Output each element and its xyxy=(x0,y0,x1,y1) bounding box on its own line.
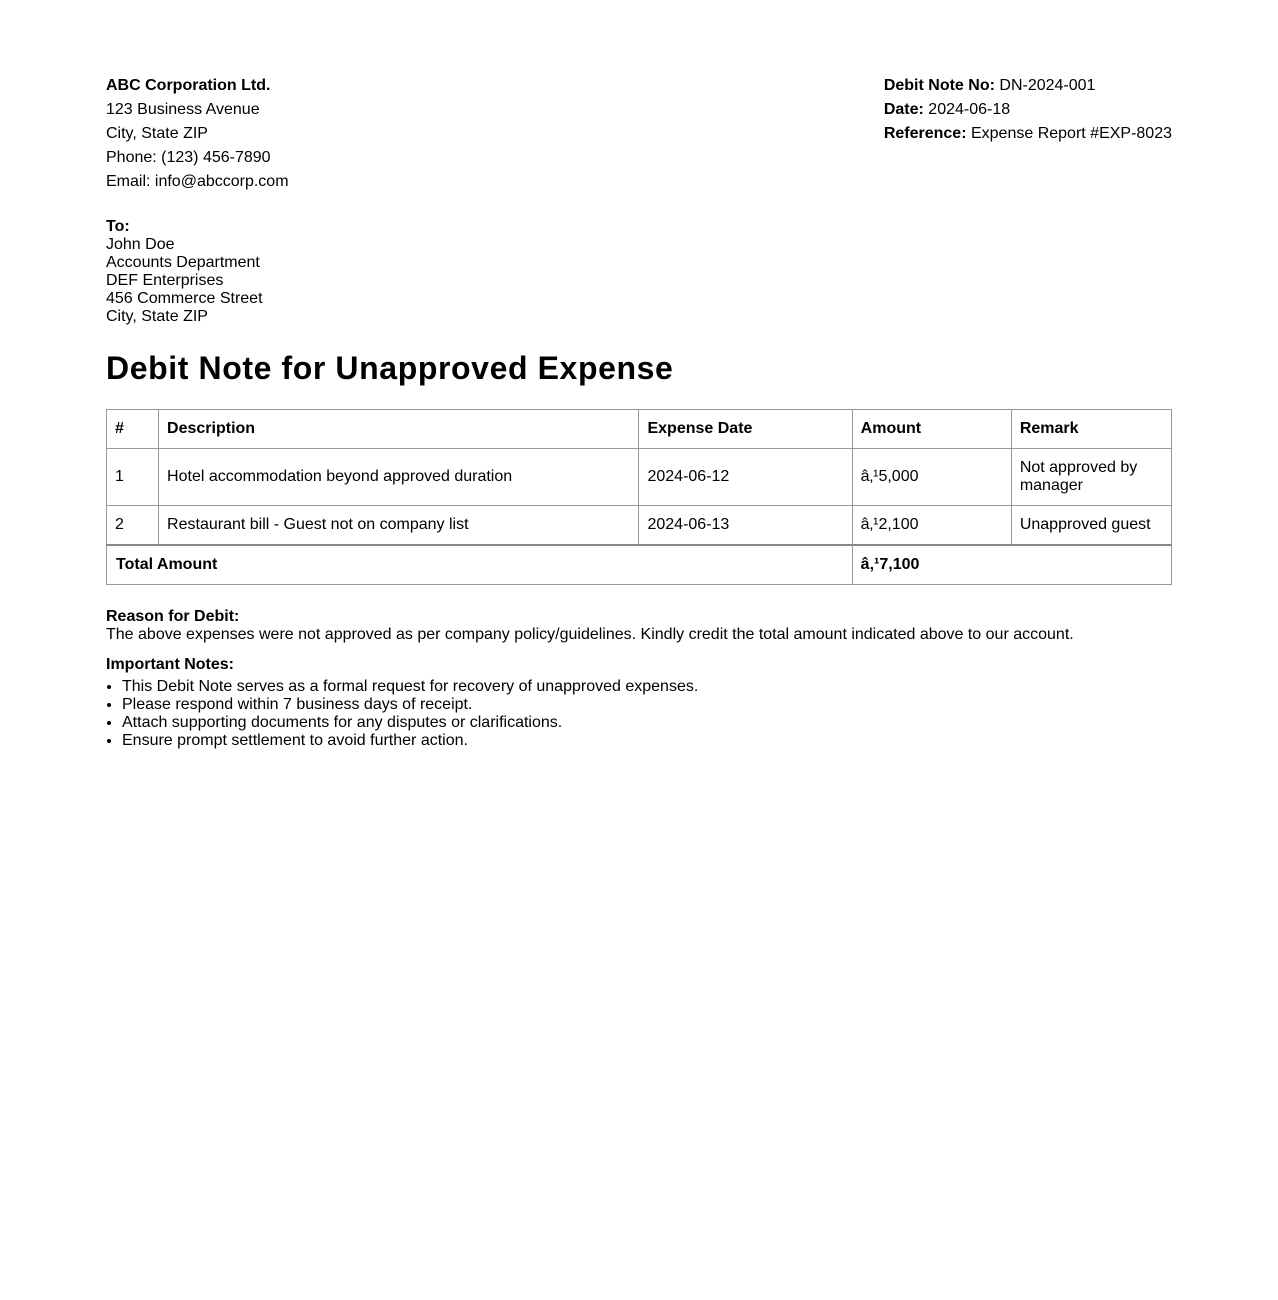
reason-label: Reason for Debit: xyxy=(106,608,240,625)
reason-section xyxy=(106,608,1172,644)
recipient-label: To: xyxy=(106,218,130,235)
company-phone: Phone: (123) 456-7890 xyxy=(106,149,271,166)
recipient-department: Accounts Department xyxy=(106,254,260,271)
table-row xyxy=(107,449,1172,506)
debit-note-meta xyxy=(884,74,1172,146)
debit-note-reference-label: Reference: xyxy=(883,125,967,142)
header-expense-date: Expense Date xyxy=(639,410,852,449)
debit-note-number-label: Debit Note No: xyxy=(883,77,995,94)
notes-section xyxy=(106,656,1172,750)
row-number: 1 xyxy=(107,449,159,506)
row-amount: â‚¹2,100 xyxy=(852,506,1011,546)
row-expense-date: 2024-06-13 xyxy=(639,506,852,546)
notes-label: Important Notes: xyxy=(106,656,234,673)
table-row xyxy=(107,506,1172,546)
company-name: ABC Corporation Ltd. xyxy=(106,77,271,94)
expense-table xyxy=(106,409,1172,585)
header-remark: Remark xyxy=(1011,410,1171,449)
recipient-city: City, State ZIP xyxy=(106,308,208,325)
debit-note-date-value: 2024-06-18 xyxy=(928,101,1011,118)
debit-note-date xyxy=(884,98,1172,122)
document-header xyxy=(106,74,1172,194)
company-info xyxy=(106,74,289,194)
total-amount-value: â‚¹7,100 xyxy=(852,545,1171,585)
company-address-line2: City, State ZIP xyxy=(106,125,208,142)
debit-note-date-label: Date: xyxy=(883,101,924,118)
header-amount: Amount xyxy=(852,410,1011,449)
table-header-row xyxy=(107,410,1172,449)
recipient-block xyxy=(106,218,1172,326)
list-item: • Please respond within 7 business days of receipt. xyxy=(122,696,1172,714)
company-address-line1: 123 Business Avenue xyxy=(106,101,260,118)
header-number: # xyxy=(107,410,159,449)
row-expense-date: 2024-06-12 xyxy=(639,449,852,506)
row-description: Restaurant bill - Guest not on company list xyxy=(159,506,639,546)
list-item: • Attach supporting documents for any disputes or clarifications. xyxy=(122,714,1172,732)
row-remark: Not approved by manager xyxy=(1011,449,1171,506)
notes-list xyxy=(106,678,1172,750)
debit-note-reference xyxy=(884,122,1172,146)
debit-note-reference-value: Expense Report #EXP-8023 xyxy=(970,125,1172,142)
recipient-street: 456 Commerce Street xyxy=(106,290,263,307)
list-item: • This Debit Note serves as a formal request for recovery of unapproved expenses. xyxy=(122,678,1172,696)
company-email: Email: info@abccorp.com xyxy=(106,173,289,190)
total-amount-label: Total Amount xyxy=(107,545,853,585)
list-item: • Ensure prompt settlement to avoid further action. xyxy=(122,732,1172,750)
reason-text: The above expenses were not approved as per company policy/guidelines. Kindly credit the total amount indicated above to our account. xyxy=(106,626,1074,643)
debit-note-number-value: DN-2024-001 xyxy=(999,77,1096,94)
row-number: 2 xyxy=(107,506,159,546)
debit-note-document xyxy=(106,74,1172,750)
recipient-name: John Doe xyxy=(106,236,175,253)
row-remark: Unapproved guest xyxy=(1011,506,1171,546)
row-description: Hotel accommodation beyond approved duration xyxy=(159,449,639,506)
recipient-company: DEF Enterprises xyxy=(106,272,224,289)
total-row xyxy=(107,545,1172,585)
header-description: Description xyxy=(159,410,639,449)
page-title: Debit Note for Unapproved Expense xyxy=(106,350,674,386)
row-amount: â‚¹5,000 xyxy=(852,449,1011,506)
debit-note-number xyxy=(884,74,1172,98)
